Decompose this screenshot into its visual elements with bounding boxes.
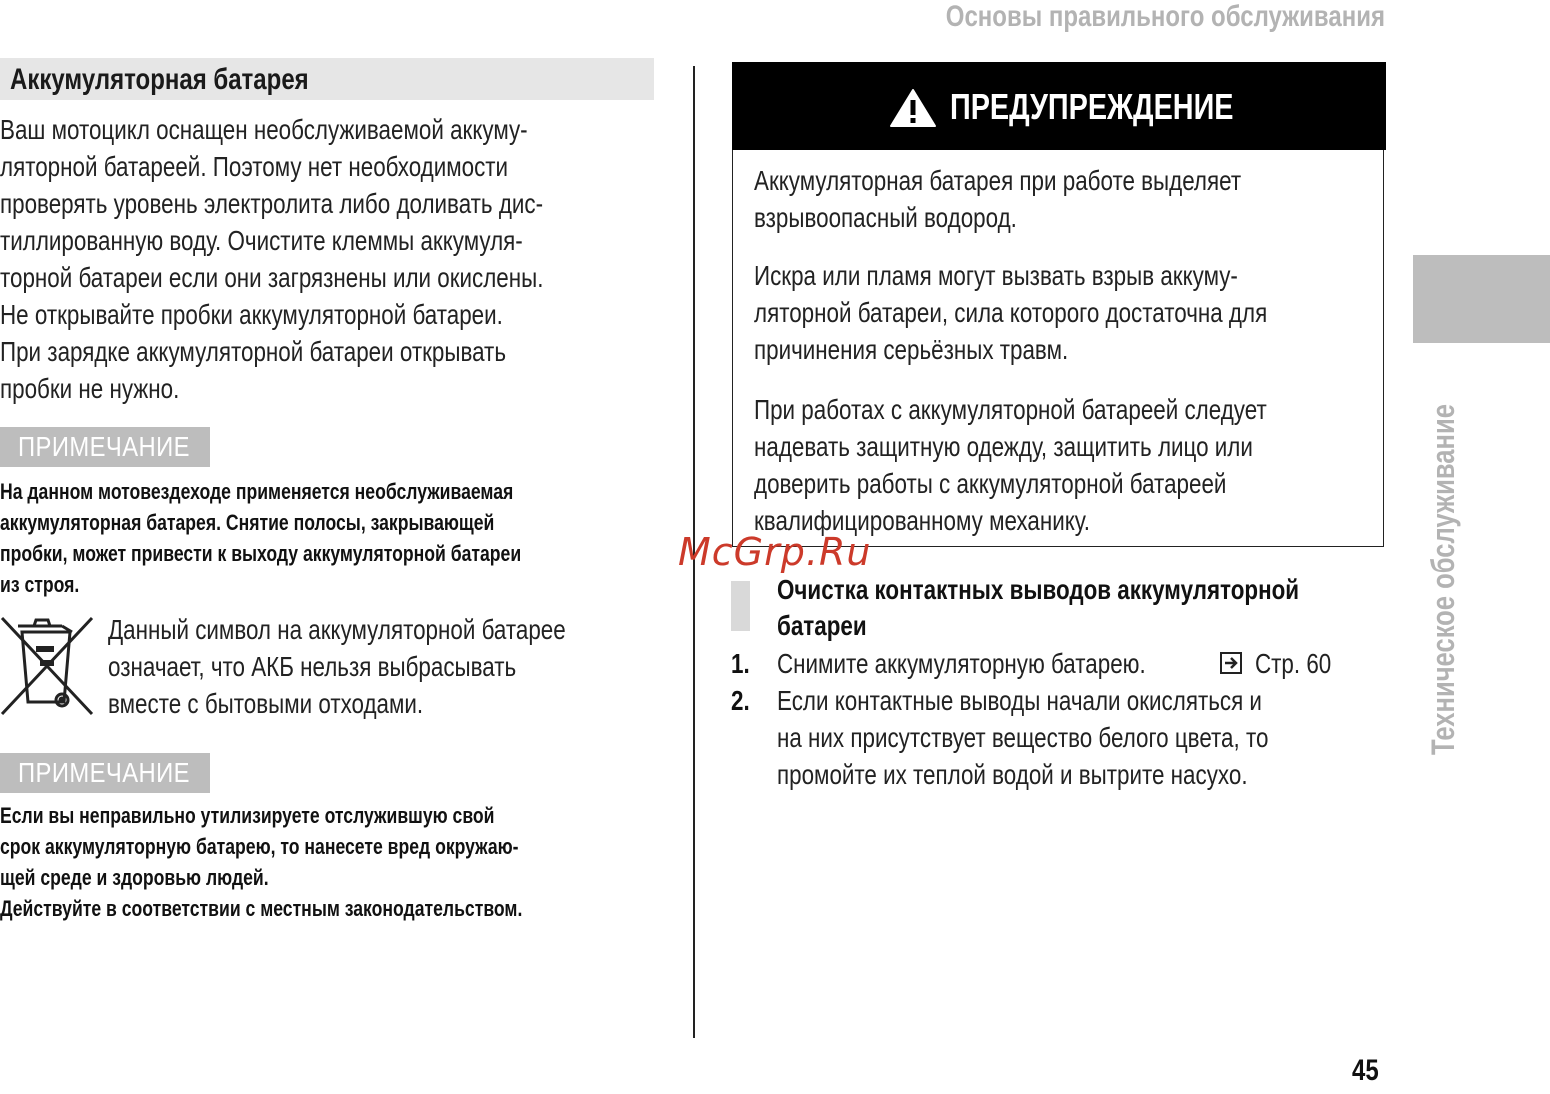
subsection-heading: батареи xyxy=(777,610,867,641)
note-line: На данном мотовездеходе применяется необслуживаемая xyxy=(0,479,514,504)
chapter-caption: Техническое обслуживание xyxy=(1425,404,1461,755)
symbol-note-line: Данный символ на аккумуляторной батарее xyxy=(108,614,566,645)
chapter-tab xyxy=(1413,255,1550,343)
note-line: Если вы неправильно утилизируете отслужившую свой xyxy=(0,803,495,828)
warning-line: взрывоопасный водород. xyxy=(754,202,1017,233)
intro-line: тиллированную воду. Очистите клеммы аккумуля- xyxy=(0,225,523,256)
intro-line: При зарядке аккумуляторной батареи открывать xyxy=(0,336,506,367)
symbol-note-line: вместе с бытовыми отходами. xyxy=(108,688,424,719)
note-line: аккумуляторная батарея. Снятие полосы, закрывающей xyxy=(0,510,495,535)
note-line: из строя. xyxy=(0,572,80,597)
warning-line: ляторной батареи, сила которого достаточна для xyxy=(754,297,1268,328)
warning-line: причинения серьёзных травм. xyxy=(754,334,1069,365)
note-label: ПРИМЕЧАНИЕ xyxy=(18,431,190,462)
step-number: 2. xyxy=(731,685,750,716)
intro-line: Ваш мотоцикл оснащен необслуживаемой аккуму- xyxy=(0,114,528,145)
warning-triangle-icon xyxy=(889,88,937,133)
intro-line: проверять уровень электролита либо доливать дис- xyxy=(0,188,544,219)
step-text: на них присутствует вещество белого цвета, то xyxy=(777,722,1269,753)
step-text: Снимите аккумуляторную батарею. xyxy=(777,648,1146,679)
intro-line: ляторной батареей. Поэтому нет необходимости xyxy=(0,151,509,182)
running-header: Основы правильного обслуживания xyxy=(945,0,1385,33)
watermark: McGrp.Ru xyxy=(678,530,872,574)
page-number: 45 xyxy=(1352,1054,1379,1087)
warning-line: доверить работы с аккумуляторной батареей xyxy=(754,468,1227,499)
warning-line: надевать защитную одежду, защитить лицо или xyxy=(754,431,1253,462)
warning-line: Аккумуляторная батарея при работе выделяет xyxy=(754,165,1242,196)
note-label: ПРИМЕЧАНИЕ xyxy=(18,757,190,788)
step-number: 1. xyxy=(731,648,750,679)
step-text: промойте их теплой водой и вытрите насухо. xyxy=(777,759,1248,790)
subsection-heading: Очистка контактных выводов аккумуляторной xyxy=(777,574,1300,605)
note-line: срок аккумуляторную батарею, то нанесете вред окружаю- xyxy=(0,834,519,859)
symbol-note-line: означает, что АКБ нельзя выбрасывать xyxy=(108,651,517,682)
intro-line: Не открывайте пробки аккумуляторной батареи. xyxy=(0,299,503,330)
step-text: Если контактные выводы начали окисляться и xyxy=(777,685,1262,716)
note-line: Действуйте в соответствии с местным законодательством. xyxy=(0,896,523,921)
page-reference[interactable]: Стр. 60 xyxy=(1255,648,1332,679)
note-badge xyxy=(0,427,210,467)
note-line: щей среде и здоровью людей. xyxy=(0,865,269,890)
note-badge xyxy=(0,753,210,793)
intro-line: торной батареи если они загрязнены или окислены. xyxy=(0,262,544,293)
warning-title: ПРЕДУПРЕЖДЕНИЕ xyxy=(950,86,1234,127)
subsection-marker xyxy=(731,581,750,631)
page-reference-icon xyxy=(1220,652,1242,674)
section-title: Аккумуляторная батарея xyxy=(10,63,309,96)
note-line: пробки, может привести к выходу аккумуляторной батареи xyxy=(0,541,522,566)
warning-line: квалифицированному механику. xyxy=(754,505,1090,536)
intro-line: пробки не нужно. xyxy=(0,373,180,404)
crossed-out-wheelie-bin-icon xyxy=(0,612,96,716)
warning-line: При работах с аккумуляторной батареей следует xyxy=(754,394,1267,425)
warning-line: Искра или пламя могут вызвать взрыв аккуму- xyxy=(754,260,1238,291)
